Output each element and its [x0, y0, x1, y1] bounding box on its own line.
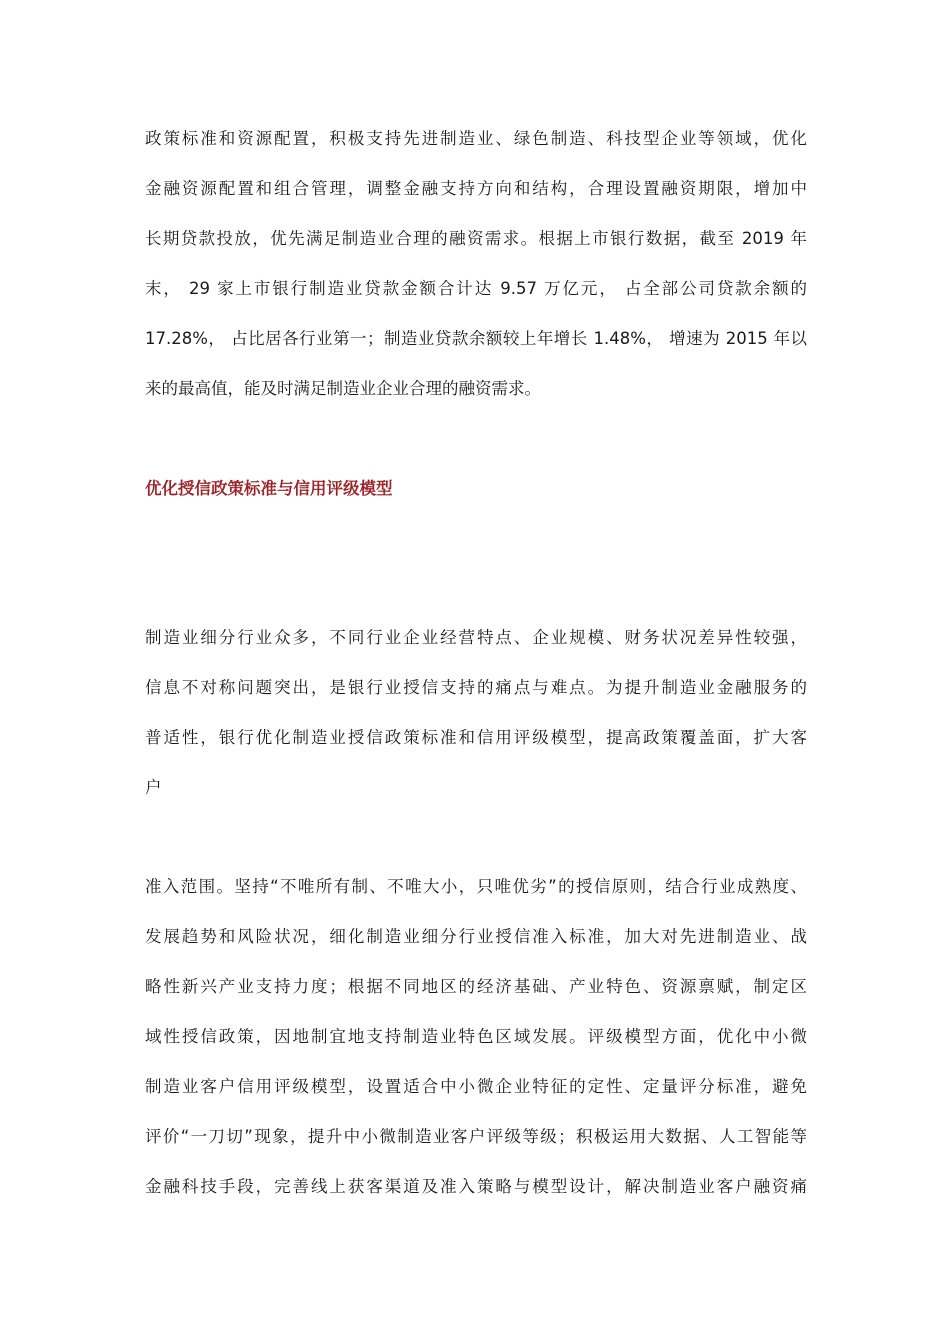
paragraph-line: 制造业细分行业众多，不同行业企业经营特点、企业规模、财务状况差异性较强， — [145, 628, 807, 647]
paragraph-line: 制造业客户信用评级模型，设置适合中小微企业特征的定性、定量评分标准，避免 — [145, 1077, 807, 1096]
paragraph-line: 信息不对称问题突出，是银行业授信支持的痛点与难点。为提升制造业金融服务的 — [145, 678, 807, 697]
paragraph-line: 长期贷款投放，优先满足制造业合理的融资需求。根据上市银行数据，截至 2019 年 — [145, 229, 807, 248]
paragraph-line: 普适性，银行优化制造业授信政策标准和信用评级模型，提高政策覆盖面，扩大客 — [145, 728, 807, 747]
paragraph-line: 发展趋势和风险状况，细化制造业细分行业授信准入标准，加大对先进制造业、战 — [145, 927, 807, 946]
paragraph-line: 金融资源配置和组合管理，调整金融支持方向和结构，合理设置融资期限，增加中 — [145, 179, 807, 198]
paragraph-line: 政策标准和资源配置，积极支持先进制造业、绿色制造、科技型企业等领域，优化 — [145, 129, 807, 148]
paragraph-line: 金融科技手段，完善线上获客渠道及准入策略与模型设计，解决制造业客户融资痛 — [145, 1177, 807, 1196]
section-heading: 优化授信政策标准与信用评级模型 — [145, 479, 393, 498]
paragraph-line: 域性授信政策，因地制宜地支持制造业特色区域发展。评级模型方面，优化中小微 — [145, 1027, 807, 1046]
paragraph-line: 17.28%， 占比居各行业第一；制造业贷款余额较上年增长 1.48%， 增速为 2015 年以 — [145, 329, 807, 348]
paragraph-line: 评价“一刀切”现象，提升中小微制造业客户评级等级；积极运用大数据、人工智能等 — [145, 1127, 807, 1146]
paragraph-line: 末， 29 家上市银行制造业贷款金额合计达 9.57 万亿元， 占全部公司贷款余额的 — [145, 279, 807, 298]
paragraph-line: 户 — [145, 778, 162, 797]
paragraph-line: 来的最高值，能及时满足制造业企业合理的融资需求。 — [145, 379, 541, 398]
paragraph-line: 准入范围。坚持“不唯所有制、不唯大小，只唯优劣”的授信原则，结合行业成熟度、 — [145, 877, 807, 896]
paragraph-line: 略性新兴产业支持力度；根据不同地区的经济基础、产业特色、资源禀赋，制定区 — [145, 977, 807, 996]
